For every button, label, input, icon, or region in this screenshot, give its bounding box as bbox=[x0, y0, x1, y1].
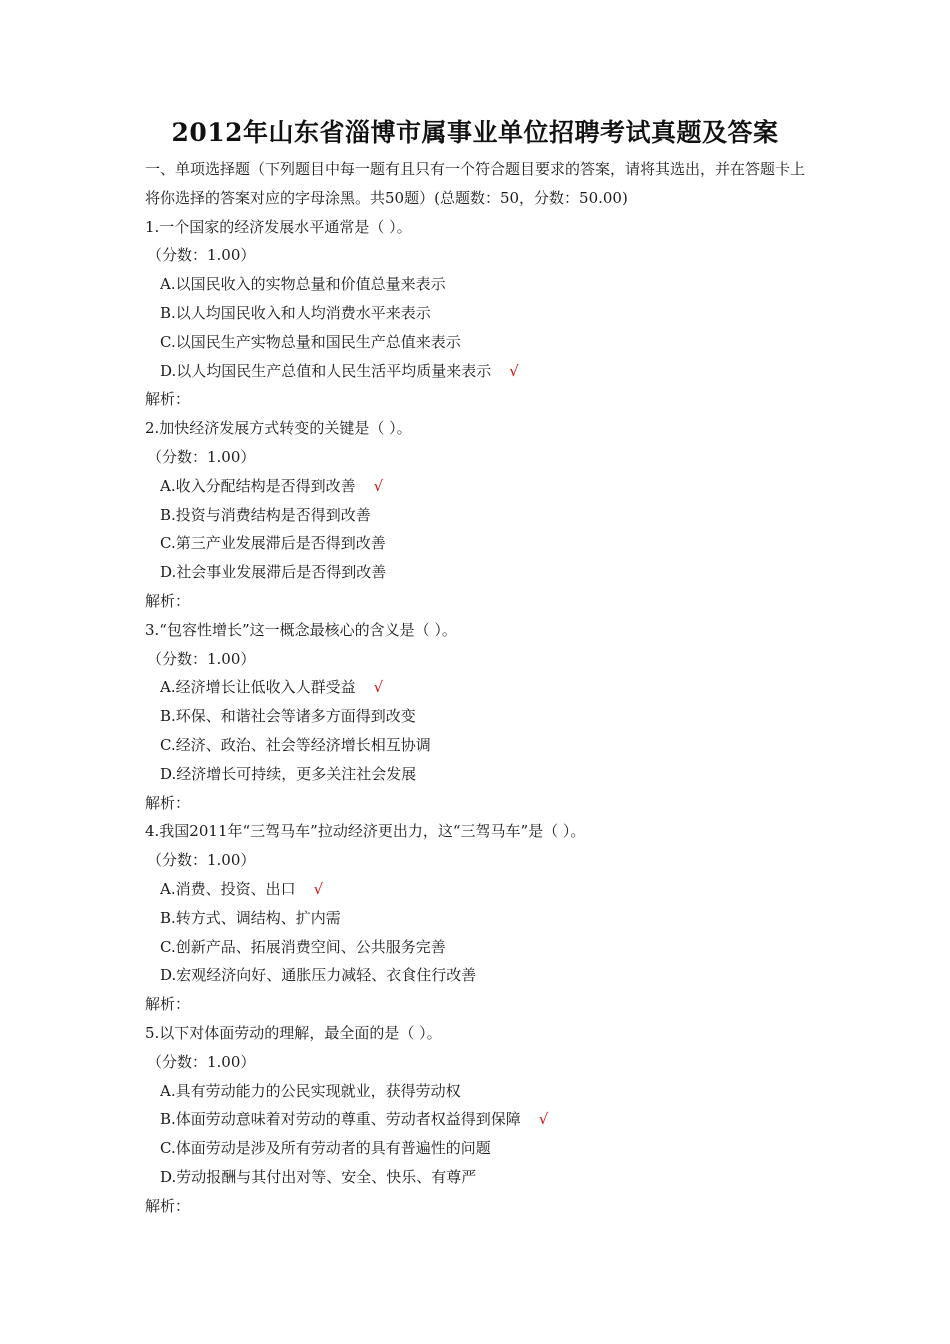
question-block bbox=[145, 213, 815, 415]
answer-option bbox=[145, 501, 815, 530]
question-stem: 2.加快经济发展方式转变的关键是（ ）。 bbox=[145, 419, 412, 438]
answer-option-text: C.体面劳动是涉及所有劳动者的具有普遍性的问题 bbox=[160, 1139, 491, 1158]
answer-option bbox=[145, 1077, 815, 1106]
answer-option bbox=[145, 961, 815, 990]
answer-option-text: C.第三产业发展滞后是否得到改善 bbox=[160, 534, 386, 553]
question-analysis: 解析： bbox=[145, 995, 191, 1014]
question-list bbox=[145, 213, 815, 1221]
answer-option-text: A.收入分配结构是否得到改善 bbox=[160, 476, 356, 495]
question-analysis: 解析： bbox=[145, 390, 191, 409]
question-stem: 1.一个国家的经济发展水平通常是（ ）。 bbox=[145, 217, 412, 236]
correct-check-icon: √ bbox=[313, 879, 324, 898]
question-analysis: 解析： bbox=[145, 1196, 191, 1215]
answer-option bbox=[145, 731, 815, 760]
answer-option-text: A.经济增长让低收入人群受益 bbox=[160, 678, 356, 697]
answer-option bbox=[145, 904, 815, 933]
answer-option-text: D.社会事业发展滞后是否得到改善 bbox=[160, 563, 387, 582]
answer-option-text: B.体面劳动意味着对劳动的尊重、劳动者权益得到保障 bbox=[160, 1110, 521, 1129]
answer-option bbox=[145, 1105, 815, 1134]
question-block bbox=[145, 414, 815, 616]
answer-option-text: A.消费、投资、出口 bbox=[160, 879, 296, 898]
answer-option-text: D.以人均国民生产总值和人民生活平均质量来表示 bbox=[160, 361, 492, 380]
answer-option bbox=[145, 472, 815, 501]
question-score: （分数：1.00） bbox=[147, 246, 256, 265]
answer-option-text: B.环保、和谐社会等诸多方面得到改变 bbox=[160, 707, 416, 726]
question-stem: 3.“包容性增长”这一概念最核心的含义是（ ）。 bbox=[145, 620, 457, 639]
question-analysis: 解析： bbox=[145, 793, 191, 812]
answer-option bbox=[145, 529, 815, 558]
document-title: 2012年山东省淄博市属事业单位招聘考试真题及答案 bbox=[171, 118, 779, 147]
answer-option-text: A.以国民收入的实物总量和价值总量来表示 bbox=[160, 275, 446, 294]
answer-option bbox=[145, 760, 815, 789]
exam-content bbox=[145, 155, 815, 1220]
answer-option-text: C.创新产品、拓展消费空间、公共服务完善 bbox=[160, 937, 446, 956]
answer-option bbox=[145, 673, 815, 702]
answer-option-text: B.以人均国民收入和人均消费水平来表示 bbox=[160, 303, 431, 322]
question-block bbox=[145, 616, 815, 818]
question-score: （分数：1.00） bbox=[147, 1052, 256, 1071]
answer-option bbox=[145, 875, 815, 904]
question-score: （分数：1.00） bbox=[147, 649, 256, 668]
answer-option bbox=[145, 299, 815, 328]
answer-option bbox=[145, 1134, 815, 1163]
answer-option-text: B.投资与消费结构是否得到改善 bbox=[160, 505, 371, 524]
answer-option-text: B.转方式、调结构、扩内需 bbox=[160, 908, 341, 927]
answer-option-text: A.具有劳动能力的公民实现就业，获得劳动权 bbox=[160, 1081, 461, 1100]
question-stem: 5.以下对体面劳动的理解，最全面的是（ ）。 bbox=[145, 1023, 442, 1042]
answer-option bbox=[145, 702, 815, 731]
question-analysis: 解析： bbox=[145, 591, 191, 610]
answer-option bbox=[145, 933, 815, 962]
answer-option-text: D.经济增长可持续，更多关注社会发展 bbox=[160, 764, 417, 783]
correct-check-icon: √ bbox=[538, 1110, 549, 1129]
question-block bbox=[145, 1019, 815, 1221]
question-score: （分数：1.00） bbox=[147, 851, 256, 870]
answer-option bbox=[145, 1163, 815, 1192]
answer-option bbox=[145, 270, 815, 299]
answer-option bbox=[145, 558, 815, 587]
answer-option-text: C.以国民生产实物总量和国民生产总值来表示 bbox=[160, 332, 461, 351]
section-intro: 一、单项选择题（下列题目中每一题有且只有一个符合题目要求的答案，请将其选出，并在答题卡上将你选择的答案对应的字母涂黑。共50题）(总题数：50，分数：50.00) bbox=[145, 160, 806, 207]
correct-check-icon: √ bbox=[509, 361, 519, 380]
answer-option-text: C.经济、政治、社会等经济增长相互协调 bbox=[160, 735, 431, 754]
question-score: （分数：1.00） bbox=[147, 447, 256, 466]
question-block bbox=[145, 817, 815, 1019]
correct-check-icon: √ bbox=[373, 476, 384, 495]
answer-option bbox=[145, 328, 815, 357]
answer-option-text: D.劳动报酬与其付出对等、安全、快乐、有尊严 bbox=[160, 1167, 477, 1186]
answer-option-text: D.宏观经济向好、通胀压力减轻、衣食住行改善 bbox=[160, 966, 477, 985]
question-stem: 4.我国2011年“三驾马车”拉动经济更出力，这“三驾马车”是（ ）。 bbox=[145, 822, 586, 841]
correct-check-icon: √ bbox=[373, 678, 384, 697]
answer-option bbox=[145, 357, 815, 386]
